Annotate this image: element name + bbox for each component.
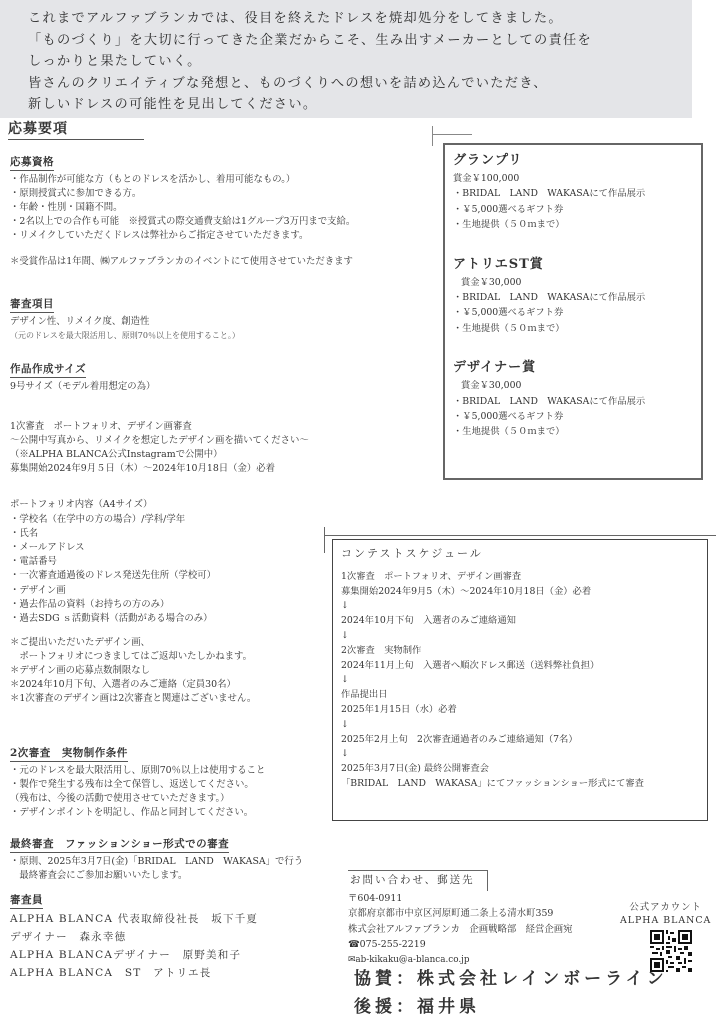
list-item: ・一次審査通過後のドレス発送先住所（学校可） [10, 570, 216, 582]
prize-amount: 賞金￥100,000 [453, 173, 520, 184]
list-item: ・作品制作が可能な方（もとのドレスを活かし、着用可能なもの。） [10, 174, 296, 186]
final-review-section [10, 837, 303, 883]
intro-banner [0, 0, 692, 118]
schedule-step: 作品提出日 [341, 689, 388, 701]
prize-item: ・生地提供（５０ｍまで） [453, 219, 565, 231]
intro-line: これまでアルファブランカでは、役目を終えたドレスを焼却処分をしてきました。 [28, 11, 563, 26]
schedule-step: 2025年1月15日（水）必着 [341, 703, 457, 715]
final-review-title: 最終審査 ファッションショー形式での審査 [10, 837, 229, 853]
schedule-arrow: ↓ [341, 600, 349, 612]
schedule-step: 2024年10月下旬 入選者のみご連絡通知 [341, 615, 516, 627]
prize-designer [453, 356, 693, 440]
portfolio-list [10, 513, 256, 626]
schedule-step: 1次審査 ポートフォリオ、デザイン画審査 [341, 570, 522, 582]
prize-grand [453, 149, 693, 233]
schedule-arrow: ↓ [341, 674, 349, 686]
second-review-title: 2次審査 実物制作条件 [10, 746, 128, 762]
list-item: ・元のドレスを最大限活用し、原則70％以上は使用すること [10, 765, 266, 777]
prize-atelier [453, 253, 693, 337]
intro-line: しっかりと果たしていく。 [28, 54, 202, 69]
schedule-step: 2025年2月上旬 2次審査通過者のみご連絡通知（7名） [341, 733, 578, 745]
prize-amount: 賞金￥30,000 [461, 380, 522, 392]
contact-address: 京都府京都市中京区河原町通二条上る清水町359 [348, 908, 554, 920]
contact-title: お問い合わせ、郵送先 [348, 870, 488, 891]
list-item: ・電話番号 [10, 556, 57, 568]
list-item: （残布は、今後の活動で使用させていただきます。） [10, 793, 230, 805]
schedule-arrow: ↓ [341, 629, 349, 641]
second-review-section [10, 746, 265, 820]
size-section [10, 362, 155, 394]
official-line: 公式アカウント [629, 902, 702, 913]
portfolio-note: ＊ご提出いただいたデザイン画、 [10, 636, 150, 648]
schedule-steps [341, 570, 699, 792]
prize-item: ・￥5,000選べるギフト券 [453, 203, 564, 215]
prize-item: ・￥5,000選べるギフト券 [453, 411, 564, 423]
contact-postal: 〒604-0911 [348, 892, 403, 904]
portfolio-section [10, 498, 256, 706]
page-heading: 応募要項 [8, 121, 68, 137]
portfolio-note: ＊1次審査のデザイン画は2次審査と関連はございません。 [10, 693, 257, 705]
intro-line: 新しいドレスの可能性を見出してください。 [28, 97, 318, 112]
list-item: 最終審査会にご参加お願いいたします。 [10, 870, 188, 882]
first-review-line: 募集開始2024年9月５日（木）～2024年10月18日（金）必着 [10, 463, 276, 475]
judge-line: ALPHA BLANCAデザイナー 原野美和子 [10, 949, 242, 961]
schedule-corner-line [324, 535, 716, 536]
schedule-step: 2次審査 実物制作 [341, 644, 422, 656]
contact-phone[interactable]: ☎075-255-2219 [348, 939, 426, 951]
portfolio-note: ポートフォリオにつきましてはご返却いたしかねます。 [10, 650, 252, 662]
list-item: ・2名以上での合作も可能 ※授賞式の際交通費支給は1グループ3万円まで支給。 [10, 216, 356, 228]
size-text: 9号サイズ（モデル着用想定の為） [10, 381, 156, 393]
sponsor-text: 協賛：株式会社レインボーライン [354, 969, 668, 989]
schedule-step: 2024年11月上旬 入選者へ順次ドレス郵送（送料弊社負担） [341, 659, 600, 671]
judge-line: ALPHA BLANCA 代表取締役社長 坂下千夏 [10, 913, 259, 925]
first-review-line: （※ALPHA BLANCA公式Instagramで公開中） [10, 449, 223, 461]
prize-name: グランプリ [453, 153, 523, 168]
first-review-section [10, 420, 309, 476]
schedule-box [332, 539, 708, 821]
judges-title-wrap [10, 893, 43, 909]
size-title: 作品作成サイズ [10, 362, 86, 378]
sponsor-section [354, 965, 668, 1021]
official-line: ALPHA BLANCA [620, 915, 712, 926]
list-item: ・過去SDG ｓ活動資料（活動がある場合のみ） [10, 612, 213, 624]
judge-line: ALPHA BLANCA ST アトリエ長 [10, 967, 212, 979]
schedule-arrow: ↓ [341, 718, 349, 730]
list-item: ・デザイン画 [10, 584, 66, 596]
official-account [620, 901, 711, 927]
list-item: ・リメイクしていただくドレスは弊社からご指定させていただきます。 [10, 230, 309, 242]
list-item: ・デザインポイントを明記し、作品と同封してください。 [10, 807, 254, 819]
criteria-note: （元のドレスを最大限活用し、原則70％以上を使用すること。） [10, 331, 240, 341]
criteria-text: デザイン性、リメイク度、創造性 [10, 316, 150, 328]
portfolio-note: ＊2024年10月下旬、入選者のみご連絡（定員30名） [10, 679, 236, 691]
prize-corner-line [432, 126, 433, 146]
list-item: ・原則授賞式に参加できる方。 [10, 188, 142, 200]
list-item: ・メールアドレス [10, 542, 85, 554]
prize-item: ・BRIDAL LAND WAKASAにて作品展示 [453, 292, 646, 304]
second-review-list [10, 764, 265, 820]
portfolio-note: ＊デザイン画の応募点数制限なし [10, 665, 150, 677]
qualification-section [10, 155, 355, 269]
qualification-note: ＊受賞作品は1年間、㈱アルファブランカのイベントにて使用させていただきます [10, 255, 353, 267]
prize-name: デザイナー賞 [453, 360, 537, 376]
prize-box [443, 143, 703, 480]
list-item: ・学校名（在学中の方の場合）/学科/学年 [10, 514, 186, 526]
prize-name: アトリエST賞 [453, 256, 544, 272]
prize-item: ・BRIDAL LAND WAKASAにて作品展示 [453, 188, 646, 200]
list-item: ・過去作品の資料（お持ちの方のみ） [10, 598, 170, 610]
list-item: ・氏名 [10, 528, 39, 540]
judges-title: 審査員 [10, 893, 43, 909]
prize-amount: 賞金￥30,000 [461, 276, 522, 288]
heading-divider [8, 139, 144, 140]
list-item: ・年齢・性別・国籍不問。 [10, 202, 123, 214]
judges-list [10, 910, 258, 982]
portfolio-title: ポートフォリオ内容（A4サイズ） [10, 499, 153, 510]
prize-item: ・BRIDAL LAND WAKASAにて作品展示 [453, 395, 646, 407]
schedule-arrow: ↓ [341, 748, 349, 760]
intro-line: 皆さんのクリエイティブな発想と、ものづくりへの想いを詰め込んでいただき、 [28, 75, 548, 91]
schedule-corner-line [324, 527, 325, 553]
contact-company: 株式会社アルファブランカ 企画戦略部 経営企画宛 [348, 923, 573, 935]
list-item: ・製作で発生する残布は全て保管し、返送してください。 [10, 779, 254, 791]
schedule-step: 2025年3月7日(金) 最終公開審査会 [341, 763, 489, 775]
prize-item: ・生地提供（５０ｍまで） [453, 426, 565, 438]
judge-line: デザイナー 森永幸徳 [10, 931, 127, 943]
final-review-list [10, 855, 303, 883]
prize-corner-line [432, 134, 472, 135]
prize-item: ・生地提供（５０ｍまで） [453, 322, 565, 334]
schedule-step: 募集開始2024年9月5（木）～2024年10月18日（金）必着 [341, 585, 592, 597]
criteria-title: 審査項目 [10, 297, 54, 313]
first-review-line: 1次審査 ポートフォリオ、デザイン画審査 [10, 421, 192, 432]
portfolio-notes [10, 636, 256, 706]
intro-line: 「ものづくり」を大切に行ってきた企業だからこそ、生み出すメーカーとしての責任を [28, 32, 592, 48]
list-item: ・原則、2025年3月7日(金)「BRIDAL LAND WAKASA」で行う [10, 856, 304, 868]
schedule-step: 「BRIDAL LAND WAKASA」にてファッションショー形式にて審査 [341, 777, 644, 789]
qualification-list [10, 173, 355, 243]
criteria-section [10, 297, 240, 343]
qualification-title: 応募資格 [10, 155, 54, 171]
schedule-title: コンテストスケジュール [341, 547, 483, 560]
first-review-line: ～公開中写真から、リメイクを想定したデザイン画を描いてください～ [10, 435, 309, 447]
support-text: 後援：福井県 [354, 997, 480, 1017]
contact-section [348, 870, 572, 969]
prize-item: ・￥5,000選べるギフト券 [453, 307, 564, 319]
contact-email[interactable]: ✉ab-kikaku@a-blanca.co.jp [348, 954, 470, 965]
